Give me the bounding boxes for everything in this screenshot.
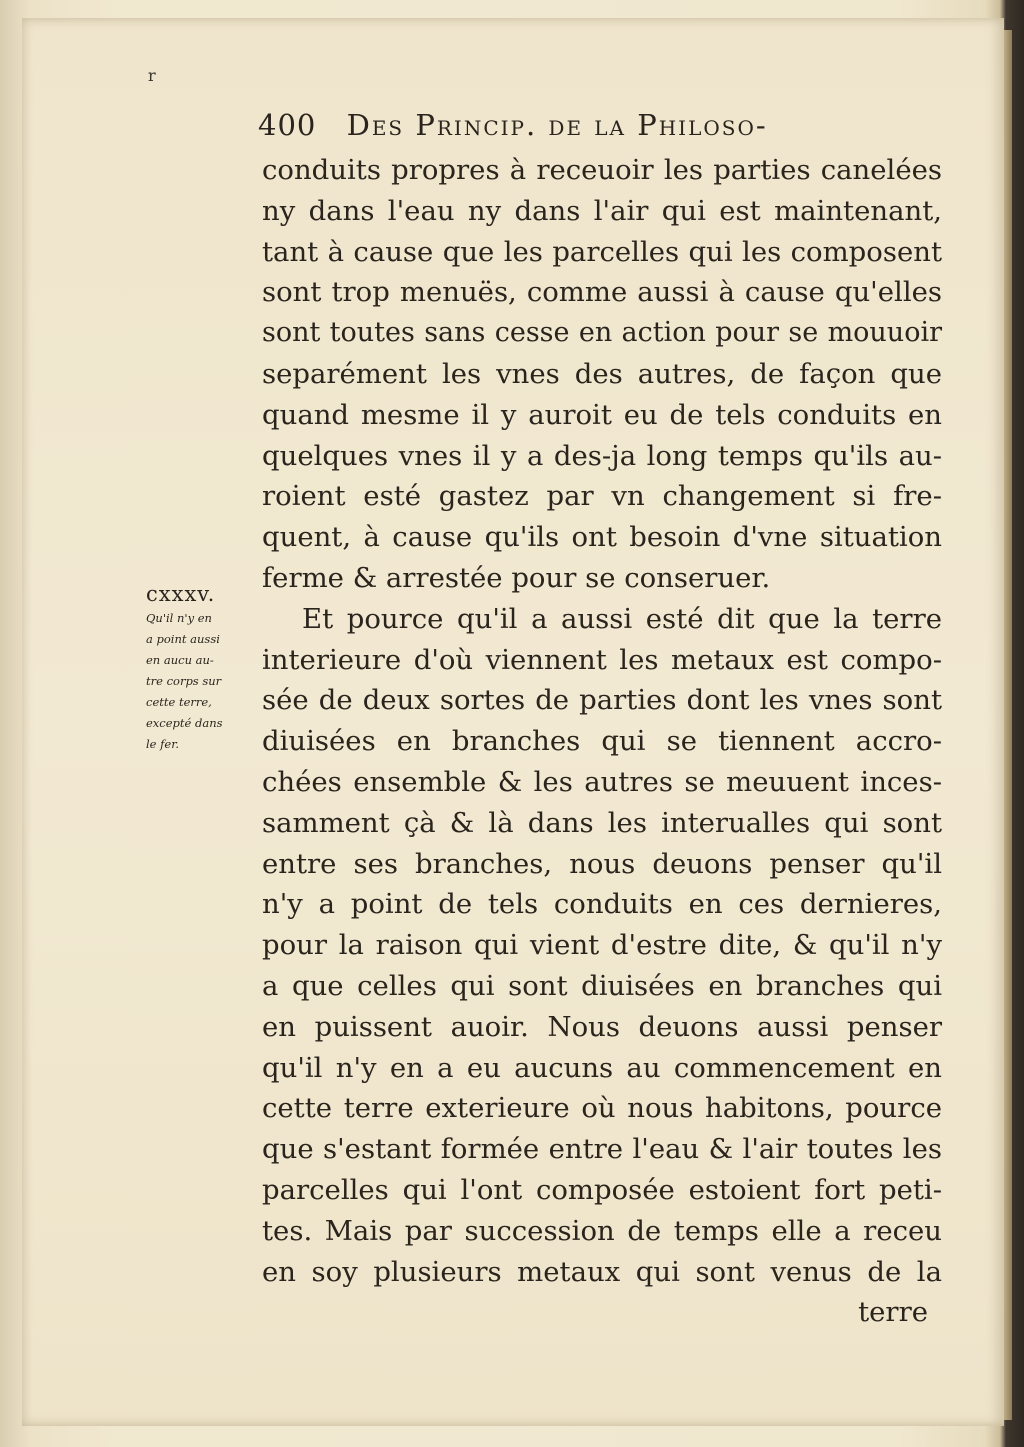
page-stack-edge: [1004, 30, 1012, 1420]
text-line: interieure d'où viennent les metaux est compo-: [262, 643, 942, 676]
text-line: roient esté gastez par vn changement si fre-: [262, 480, 942, 513]
text-line: tant à cause que les parcelles qui les composent: [262, 235, 942, 268]
text-line: quent, à cause qu'ils ont besoin d'vne situation: [262, 521, 942, 554]
margin-note-line: tre corps sur: [146, 674, 222, 688]
page-number: 400: [258, 108, 317, 142]
text-line: ny dans l'eau ny dans l'air qui est maintenant,: [262, 194, 942, 227]
text-line: samment çà & là dans les interualles qui sont: [262, 806, 942, 839]
running-title: Des Princip. de la Philoso-: [346, 108, 768, 142]
margin-note-line: excepté dans: [146, 716, 223, 730]
text-line: sée de deux sortes de parties dont les vnes sont: [262, 684, 942, 717]
margin-note-line: le fer.: [146, 737, 180, 751]
text-line: separément les vnes des autres, de façon que: [262, 357, 942, 390]
text-line: a que celles qui sont diuisées en branches qui: [262, 969, 942, 1002]
text-line: entre ses branches, nous deuons penser qu'il: [262, 847, 942, 880]
text-line: quelques vnes il y a des-ja long temps qu'ils au-: [262, 439, 942, 472]
margin-note-line: a point aussi: [146, 632, 220, 646]
text-line: qu'il n'y en a eu aucuns au commencement en: [262, 1051, 942, 1084]
page-mark: r: [148, 66, 156, 85]
text-line: parcelles qui l'ont composée estoient fort peti-: [262, 1173, 942, 1206]
catchword: terre: [858, 1296, 928, 1329]
text-line: diuisées en branches qui se tiennent accro-: [262, 725, 942, 758]
text-line: en soy plusieurs metaux qui sont venus de la: [262, 1255, 942, 1288]
text-line: en puissent auoir. Nous deuons aussi penser: [262, 1010, 942, 1043]
text-line: ferme & arrestée pour se conseruer.: [262, 561, 771, 594]
text-line: que s'estant formée entre l'eau & l'air toutes les: [262, 1133, 942, 1166]
margin-note-line: Qu'il n'y en: [146, 611, 212, 625]
text-line: quand mesme il y auroit eu de tels conduits en: [262, 398, 942, 431]
text-line: n'y a point de tels conduits en ces dernieres,: [262, 888, 942, 921]
running-header: [258, 108, 938, 142]
body-text: [262, 150, 942, 1333]
article-number: cxxxv.: [146, 582, 216, 606]
text-line: cette terre exterieure où nous habitons, pource: [262, 1092, 942, 1125]
text-line: tes. Mais par succession de temps elle a receu: [262, 1214, 942, 1247]
margin-note-line: en aucu au-: [146, 653, 214, 667]
text-line: sont trop menuës, comme aussi à cause qu'elles: [262, 276, 942, 309]
text-line: pour la raison qui vient d'estre dite, & qu'il n'y: [262, 929, 942, 962]
text-line: sont toutes sans cesse en action pour se mouuoir: [262, 317, 942, 349]
margin-note-line: cette terre,: [146, 695, 212, 709]
margin-note: [146, 582, 266, 755]
text-line: chées ensemble & les autres se meuuent inces-: [262, 765, 942, 798]
text-line: Et pource qu'il a aussi esté dit que la terre: [302, 602, 942, 635]
text-line: conduits propres à receuoir les parties canelées: [262, 154, 942, 186]
